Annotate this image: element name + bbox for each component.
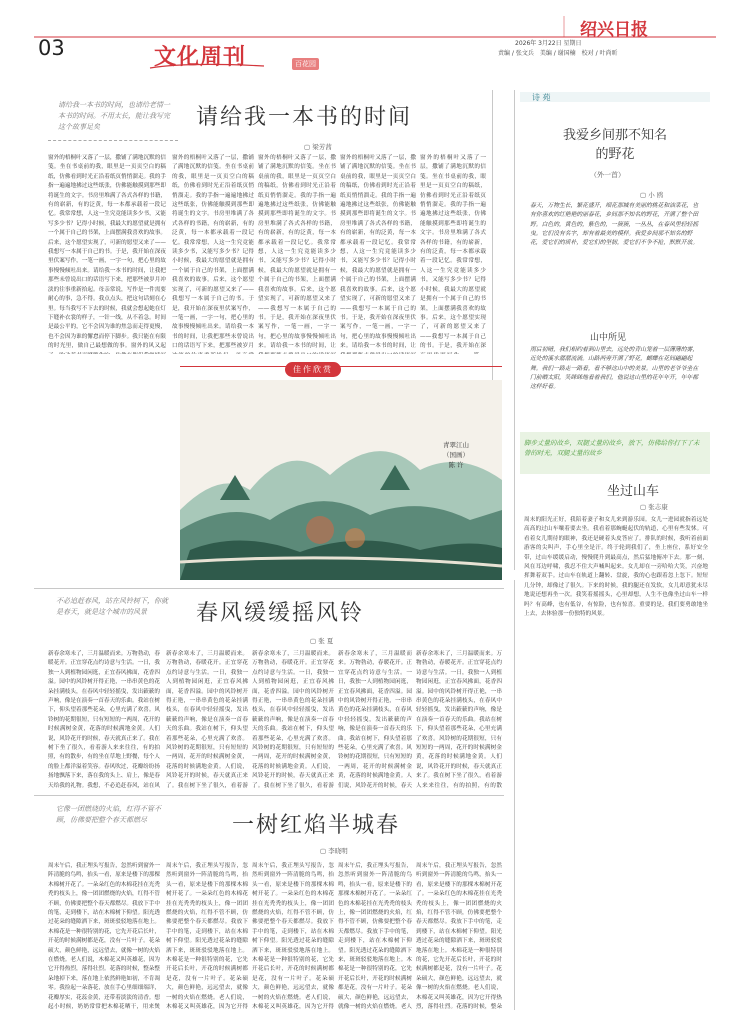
column-divider [514, 90, 515, 570]
article2-body-col4: 新春余寒未了，三月温暖而来。万物勃动，春暖花开。正宜穿花点约诗意与生活。一日，我独一人到植物园闲逛，正宜春风拂面，花香四溢。园中的风铃树开得正艳，一串串黄色的花朵挂满枝头，在春风中轻轻摇曳，发出簌簌的声响，像是在演奏一首春天的乐曲。我站在树下，仰头望着那些花朵，心里充满了欢喜。风铃树的花期很短，只有短短的一两周，花开的时候满树金黄，花落的时候满地金黄。人们说，风铃花开的时候，春天 [338, 651, 412, 789]
article3-pullquote: 它像一团燃烧的火焰，红得不管不顾，仿佛要把整个春天都燃尽 [56, 805, 161, 824]
article1-body-col1: 窗外的梧桐叶又落了一层，撒铺了满地沉默的信笺。坐在书桌前的我，眼里是一页页空白的稿纸，仿佛看到时光正沿着纸页悄悄溜走。我的手指一遍遍地拂过这些纸张，仿佛能触摸到那些即将诞生的文字。书房里堆满了各式各样的书籍，有的崭新，有的泛黄，每一本都承载着一段记忆。我常常想，人这一生究竟能读多少书，又能写多少书？记得小时候，我最大的愿望就是拥有一个属于自己的书架，上面摆满我喜欢的故事。后来，这个愿望实现了，可新的愿望又来了——我想写一本属于自己的书。于是，我开始在深夜里伏案写作，一笔一画，一字一句，把心里的故事慢慢倾吐出来。请给我一本书的时间，让我把那些未曾说出口的话语写下来，把那些被岁月冲淡的往事重新拾起。母亲常说，写作是一件需要耐心的事，急不得。我点点头，把这句话刻在心里。每当我写不下去的时候，我就会想起她在灯下缝补衣裳的样子，一针一线，从不着急。时间是最公平的，它不会因为谁的焦急而走得更慢，也不会因为谁的懈怠而停下脚步。我只能在有限的时光里，做自己最想做的事。窗外的风又起 [48, 155, 166, 350]
article2-title: 春风缓缓摇风铃 [196, 601, 365, 626]
painting-illustration [180, 380, 502, 580]
date-line: 2026年 3月22日 星期日 [515, 40, 582, 47]
poem1-body: 春天，万物生长，繁花盛开，细花那城有美丽的桃花和油菜花，也有你喜欢的红艳艳的丽春花，乡间那不知名的野花，开满了整个田野。白色的，黄色的，紫色的，一簇簇，一丛丛，在春风里轻轻摇曳。它们没有名字，却有着最美的模样。我爱乡间那不知名的野花，爱它们的质朴，爱它们的坚韧，爱它们不争不抢，默默开放。 [530, 203, 699, 247]
article2-body-col1: 新春余寒未了，三月温暖而来。万物勃动，春暖花开。正宜穿花点约诗意与生活。一日，我独一人到植物园闲逛，正宜春风拂面，花香四溢。园中的风铃树开得正艳，一串串黄色的花朵挂满枝头，在春风中轻轻摇曳，发出簌簌的声响，像是在演奏一首春天的乐曲。我站在树下，仰头望着那些花朵，心里充满了欢喜。风铃树的花期很短，只有短短的一两周，花开的时候满树金黄，花落的时候满地金黄。人们说，风铃花开的时候，春天就真正来了。我在树下坐了很久，看着游人来来往往，有的拍照，有的散步，有的坐在草地上野餐，每个人的脸上都洋溢着笑容。春风吹过，花瓣纷纷扬扬地飘落下来，落在我的头上、肩上，像是春天给我的礼物。我想，不必追赶春风，站在风 [48, 651, 160, 789]
poem2-body: 雨后初晴，我们相约着到山里去，远处的青山笼着一层薄薄的雾，近处的溪水潺潺流淌。山路两旁开满了野花，蝴蝶在花间翩翩起舞。我们一路走一路看，看不够这山中的美景。山里的老爷爷坐在门前晒太阳，笑眯眯地看着我们，他说这山里的花年年开，年年都这样好看。 [530, 347, 699, 391]
sidebar-header: 诗 苑 [532, 93, 551, 102]
article3-body-col3: 周末午后，我正埋头写报告，忽然听到窗外一阵清脆的鸟鸣，抬头一看，原来是楼下的那棵木棉树开花了。一朵朵红色的木棉花挂在光秃秃的枝头上，像一团团燃烧的火焰，红得不管不顾，仿佛要把整个春天都燃尽。我放下手中的笔，走到楼下，站在木棉树下仰望。阳光透过花朵的缝隙洒下来，斑斑驳驳地落在地上。木棉花是一种很特别的花，它先开花后长叶，开花的时候满树都是花，没有一片叶子。花朵硕大，颜色鲜艳，远远望去，就像一树的火焰在燃烧。老人们说，木棉花又叫英雄花，因为它开得 [252, 863, 334, 1011]
article2-body-col5: 新春余寒未了，三月温暖而来。万物勃动，春暖花开。正宜穿花点约诗意与生活。一日，我独一人到植物园闲逛，正宜春风拂面，花香四溢。园中的风铃树开得正艳，一串串黄色的花朵挂满枝头，在春风中轻轻摇曳，发出簌簌的声响，像是在演奏一首春天的乐曲。我站在树下，仰头望着那些花朵，心里充满了欢喜。风铃树的花期很短，只有短短的一两周，花开的时候满树金黄，花落的时候满地金黄。人们说，风铃花开的时候，春天就真正来了。我在树下坐了很久，看着游人来来往往，有的拍照，有的散 [416, 651, 502, 789]
article3-author: ▢ 李晓明 [320, 847, 348, 855]
section-title-box [148, 38, 266, 72]
article2-body-col2: 新春余寒未了，三月温暖而来。万物勃动，春暖花开。正宜穿花点约诗意与生活。一日，我独一人到植物园闲逛，正宜春风拂面，花香四溢。园中的风铃树开得正艳，一串串黄色的花朵挂满枝头，在春风中轻轻摇曳，发出簌簌的声响，像是在演奏一首春天的乐曲。我站在树下，仰头望着那些花朵，心里充满了欢喜。风铃树的花期很短，只有短短的一两周，花开的时候满树金黄，花落的时候满地金黄。人们说，风铃花开的时候，春天就真正来了。我在树下坐了很久，看着游 [166, 651, 248, 789]
page-number: 03 [38, 36, 65, 60]
section-subtitle-badge: 百花园 [292, 58, 319, 70]
newspaper-logo: 绍兴日报 [580, 20, 648, 40]
article1-author: ▢ 梁芳茜 [304, 143, 332, 151]
poem2-title: 山中所见 [590, 333, 627, 343]
article2-body-col3: 新春余寒未了，三月温暖而来。万物勃动，春暖花开。正宜穿花点约诗意与生活。一日，我独一人到植物园闲逛，正宜春风拂面，花香四溢。园中的风铃树开得正艳，一串串黄色的花朵挂满枝头，在春风中轻轻摇曳，发出簌簌的声响，像是在演奏一首春天的乐曲。我站在树下，仰头望着那些花朵，心里充满了欢喜。风铃树的花期很短，只有短短的一两周，花开的时候满树金黄，花落的时候满地金黄。人们说，风铃花开的时候，春天就真正来了。我在树下坐了很久，看着游 [252, 651, 334, 789]
banner-rule [180, 366, 502, 367]
article1-pullquote: 请给我一本书的时间，也请给老情一本书的时间。不用太长，能让我写完这个故事足矣 [58, 101, 170, 131]
essay-body: 周末的阳光正好，我陪着妻子和女儿来到游乐园。女儿一进园就指着远处高高的过山车嚷着要去坐。我看着那蜿蜒起伏的轨道，心里有些发怵。可看着女儿期待的眼神，我还是硬着头皮答应了。排队的时候，我听着前面游客的尖叫声，手心里全是汗。终于轮到我们了，坐上座位，系好安全带，过山车缓缓启动，慢慢爬升到最高点，然后猛地俯冲下去。那一刻，风在耳边呼啸，我忍不住大声喊叫起来。女儿却在一旁哈哈大笑，兴奋地挥舞着双手。过山车在轨道上翻转、盘旋，我的心也跟着忽上忽下。短短几分钟，却像过了很久。下来的时候，我的腿还在发软，女儿却意犹未尽地说还想再坐一次。我笑着摇摇头，心里却想，人生不也像坐过山车一样吗？有高峰，也有低谷，有惊险，也有惊喜。重要的是，我们要勇敢地坐上去，去体验那一份独特的风景。 [524, 517, 708, 618]
poem1-author: ▢ 小 鸥 [640, 191, 664, 199]
article1-body-col4: 窗外的梧桐叶又落了一层，撒铺了满地沉默的信笺。坐在书桌前的我，眼里是一页页空白的稿纸，仿佛看到时光正沿着纸页悄悄溜走。我的手指一遍遍地拂过这些纸张，仿佛能触摸到那些即将诞生的文字。书房里堆满了各式各样的书籍，有的崭新，有的泛黄，每一本都承载着一段记忆。我常常想，人这一生究竟能读多少书，又能写多少书？记得小时候，我最大的愿望就是拥有一个属于自己的书架，上面摆满我喜欢的故事。后来，这个愿望实现了，可新的愿望又来了——我想写一本属于自己的书。于是，我开始在深夜里伏案写作，一笔一画，一字一句，把心里的故事慢慢倾吐出来。请给我一本书的时间，让 [340, 155, 416, 350]
painting-medium: （国画） [443, 451, 469, 459]
article3-body-col5: 周末午后，我正埋头写报告，忽然听到窗外一阵清脆的鸟鸣，抬头一看，原来是楼下的那棵木棉树开花了。一朵朵红色的木棉花挂在光秃秃的枝头上，像一团团燃烧的火焰，红得不管不顾，仿佛要把整个春天都燃尽。我放下手中的笔，走到楼下，站在木棉树下仰望。阳光透过花朵的缝隙洒下来，斑斑驳驳地落在地上。木棉花是一种很特别的花，它先开花后长叶，开花的时候满树都是花，没有一片叶子。花朵硕大，颜色鲜艳，远远望去，就像一树的火焰在燃烧。老人们说，木棉花又叫英雄花，因为它开得热烈，落得壮烈。花落的时候，整朵 [416, 863, 502, 1011]
painting-title: 青翠江山 [443, 441, 469, 449]
article1-body-col3: 窗外的梧桐叶又落了一层，撒铺了满地沉默的信笺。坐在书桌前的我，眼里是一页页空白的稿纸，仿佛看到时光正沿着纸页悄悄溜走。我的手指一遍遍地拂过这些纸张，仿佛能触摸到那些即将诞生的文字。书房里堆满了各式各样的书籍，有的崭新，有的泛黄，每一本都承载着一段记忆。我常常想，人这一生究竟能读多少书，又能写多少书？记得小时候，我最大的愿望就是拥有一个属于自己的书架，上面摆满我喜欢的故事。后来，这个愿望实现了，可新的愿望又来了——我想写一本属于自己的书。于是，我开始在深夜里伏案写作，一笔一画，一字一句，把心里的故事慢慢倾吐出来。请给我一本书的时间，让 [258, 155, 336, 350]
article1-body-col5: 窗外的梧桐叶又落了一层，撒铺了满地沉默的信笺。坐在书桌前的我，眼里是一页页空白的稿纸，仿佛看到时光正沿着纸页悄悄溜走。我的手指一遍遍地拂过这些纸张，仿佛能触摸到那些即将诞生的文字。书房里堆满了各式各样的书籍，有的崭新，有的泛黄，每一本都承载着一段记忆。我常常想，人这一生究竟能读多少书，又能写多少书？记得小时候，我最大的愿望就是拥有一个属于自己的书架，上面摆满我喜欢的故事。后来，这个愿望实现了，可新的愿望又来了——我想写一本属于自己的书。于是，我开始在深 [420, 155, 486, 350]
landscape-painting [180, 380, 502, 580]
essay-author: ▢ 张志康 [640, 503, 668, 511]
article2-author: ▢ 张 夏 [310, 637, 334, 645]
pullquote-rule [48, 140, 178, 141]
poem1-subtitle: （外一首） [590, 171, 625, 179]
essay-title: 坐过山车 [606, 484, 659, 499]
article3-body-col4: 周末午后，我正埋头写报告，忽然听到窗外一阵清脆的鸟鸣，抬头一看，原来是楼下的那棵木棉树开花了。一朵朵红色的木棉花挂在光秃秃的枝头上，像一团团燃烧的火焰，红得不管不顾，仿佛要把整个春天都燃尽。我放下手中的笔，走到楼下，站在木棉树下仰望。阳光透过花朵的缝隙洒下来，斑斑驳驳地落在地上。木棉花是一种很特别的花，它先开花后长叶，开花的时候满树都是花，没有一片叶子。花朵硕大，颜色鲜艳，远远望去，就像一树的火焰在燃烧。老人 [338, 863, 412, 1011]
column-divider [514, 580, 515, 1010]
poem1-title: 我爱乡间那不知名的野花 [562, 128, 667, 162]
article2-pullquote: 不必追赶春风，站在风铃树下，你就是春天，就是这个城市的风景 [56, 597, 168, 616]
featured-artwork-banner: 佳作欣赏 [285, 362, 341, 377]
section-divider [34, 588, 504, 589]
section-title: 文化周刊 [154, 45, 247, 70]
article1-title: 请给我一本书的时间 [196, 105, 413, 130]
sidebar-pullquote: 脚步丈量的故乡，双腿丈量的故乡，放下，仿佛给你打下了未曾的时光，双腿丈量的故乡 [524, 439, 700, 457]
article3-body-col2: 周末午后，我正埋头写报告，忽然听到窗外一阵清脆的鸟鸣，抬头一看，原来是楼下的那棵木棉树开花了。一朵朵红色的木棉花挂在光秃秃的枝头上，像一团团燃烧的火焰，红得不管不顾，仿佛要把整个春天都燃尽。我放下手中的笔，走到楼下，站在木棉树下仰望。阳光透过花朵的缝隙洒下来，斑斑驳驳地落在地上。木棉花是一种很特别的花，它先开花后长叶，开花的时候满树都是花，没有一片叶子。花朵硕大，颜色鲜艳，远远望去，就像一树的火焰在燃烧。老人们说，木棉花又叫英雄花，因为它开得 [166, 863, 248, 1011]
section-divider [34, 795, 504, 796]
painting-artist: 陈 许 [448, 461, 464, 469]
article3-body-col1: 周末午后，我正埋头写报告，忽然听到窗外一阵清脆的鸟鸣，抬头一看，原来是楼下的那棵木棉树开花了。一朵朵红色的木棉花挂在光秃秃的枝头上，像一团团燃烧的火焰，红得不管不顾，仿佛要把整个春天都燃尽。我放下手中的笔，走到楼下，站在木棉树下仰望。阳光透过花朵的缝隙洒下来，斑斑驳驳地落在地上。木棉花是一种很特别的花，它先开花后长叶，开花的时候满树都是花，没有一片叶子。花朵硕大，颜色鲜艳，远远望去，就像一树的火焰在燃烧。老人们说，木棉花又叫英雄花，因为它开得热烈，落得壮烈。花落的时候，整朵整朵地掉下来，落在地上依然鲜艳如初，不肯凋零。我捡起一朵落花，放在手心里细细端详，花瓣厚实，花蕊金黄，还带着淡淡的清香。想起小时候，奶奶常常把木棉花晒干，用来煲 [48, 863, 160, 1011]
article1-body-col2: 窗外的梧桐叶又落了一层，撒铺了满地沉默的信笺。坐在书桌前的我，眼里是一页页空白的稿纸，仿佛看到时光正沿着纸页悄悄溜走。我的手指一遍遍地拂过这些纸张，仿佛能触摸到那些即将诞生的文字。书房里堆满了各式各样的书籍，有的崭新，有的泛黄，每一本都承载着一段记忆。我常常想，人这一生究竟能读多少书，又能写多少书？记得小时候，我最大的愿望就是拥有一个属于自己的书架，上面摆满我喜欢的故事。后来，这个愿望实现了，可新的愿望又来了——我想写一本属于自己的书。于是，我开始在深夜里伏案写作，一笔一画，一字一句，把心里的故事慢慢倾吐出来。请给我一本书的时间，让我把那些未曾说出口的话语写下来，把那些被岁月 [172, 155, 254, 350]
article3-title: 一树红焰半城春 [232, 813, 401, 838]
editors-line: 责编 / 张文兵 美编 / 谢国楠 校对 / 叶尚昕 [498, 50, 618, 57]
